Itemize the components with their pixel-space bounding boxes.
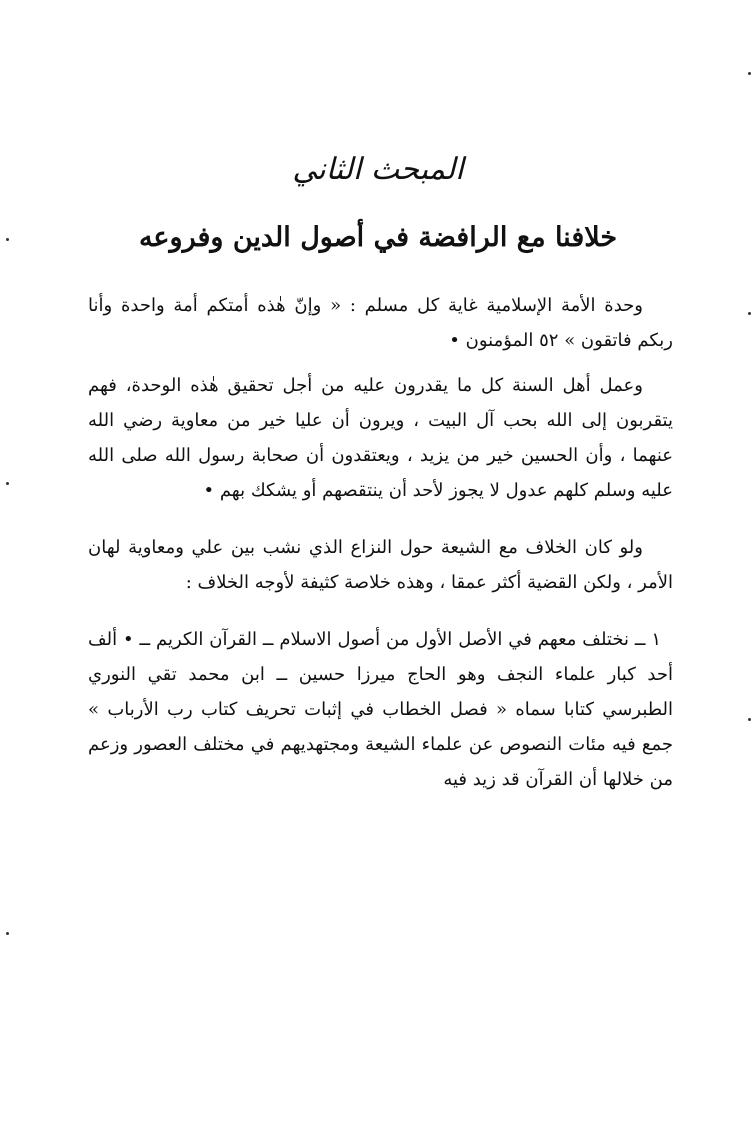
scan-mark [748,72,751,75]
paragraph-point-one: ١ ــ نختلف معهم في الأصل الأول من أصول الاسلام ــ القرآن الكريم ــ • ألف أحد كبار علماء النجف وهو الحاج ميرزا حسين ــ ابن محمد تقي النوري الطبرسي كتابا سماه « فصل الخطاب في إثبات تحريف كتاب رب الأرباب » جمع فيه مئات النصوص عن علماء الشيعة ومجتهديهم في مختلف العصور وزعم من خلالها أن القرآن قد زيد فيه [88,629,673,790]
scan-mark [6,238,9,241]
paragraph-sunni-efforts: وعمل أهل السنة كل ما يقدرون عليه من أجل تحقيق هٰذه الوحدة، فهم يتقربون إلى الله بحب آل البيت ، ويرون أن عليا خير من معاوية رضي الله عنهما ، وأن الحسين خير من يزيد ، ويعتقدون أن صحابة رسول الله صلى الله عليه وسلم كلهم عدول لا يجوز لأحد أن ينتقصهم أو يشكك بهم • [88,375,673,501]
scan-mark [6,932,9,935]
scan-mark [6,482,9,485]
main-heading: خلافنا مع الرافضة في أصول الدين وفروعه [138,222,618,253]
paragraph-unity: وحدة الأمة الإسلامية غاية كل مسلم : « وإنّ هٰذه أمتكم أمة واحدة وأنا ربكم فاتقون » ٥٢ المؤمنون • [88,295,673,351]
section-title: المبحث الثاني [292,152,464,187]
scan-mark [748,718,751,721]
body-text [88,288,673,797]
paragraph-disagreement: ولو كان الخلاف مع الشيعة حول النزاع الذي نشب بين علي ومعاوية لهان الأمر ، ولكن القضية أكثر عمقا ، وهذه خلاصة كثيفة لأوجه الخلاف : [88,537,673,593]
scan-mark [748,312,751,315]
